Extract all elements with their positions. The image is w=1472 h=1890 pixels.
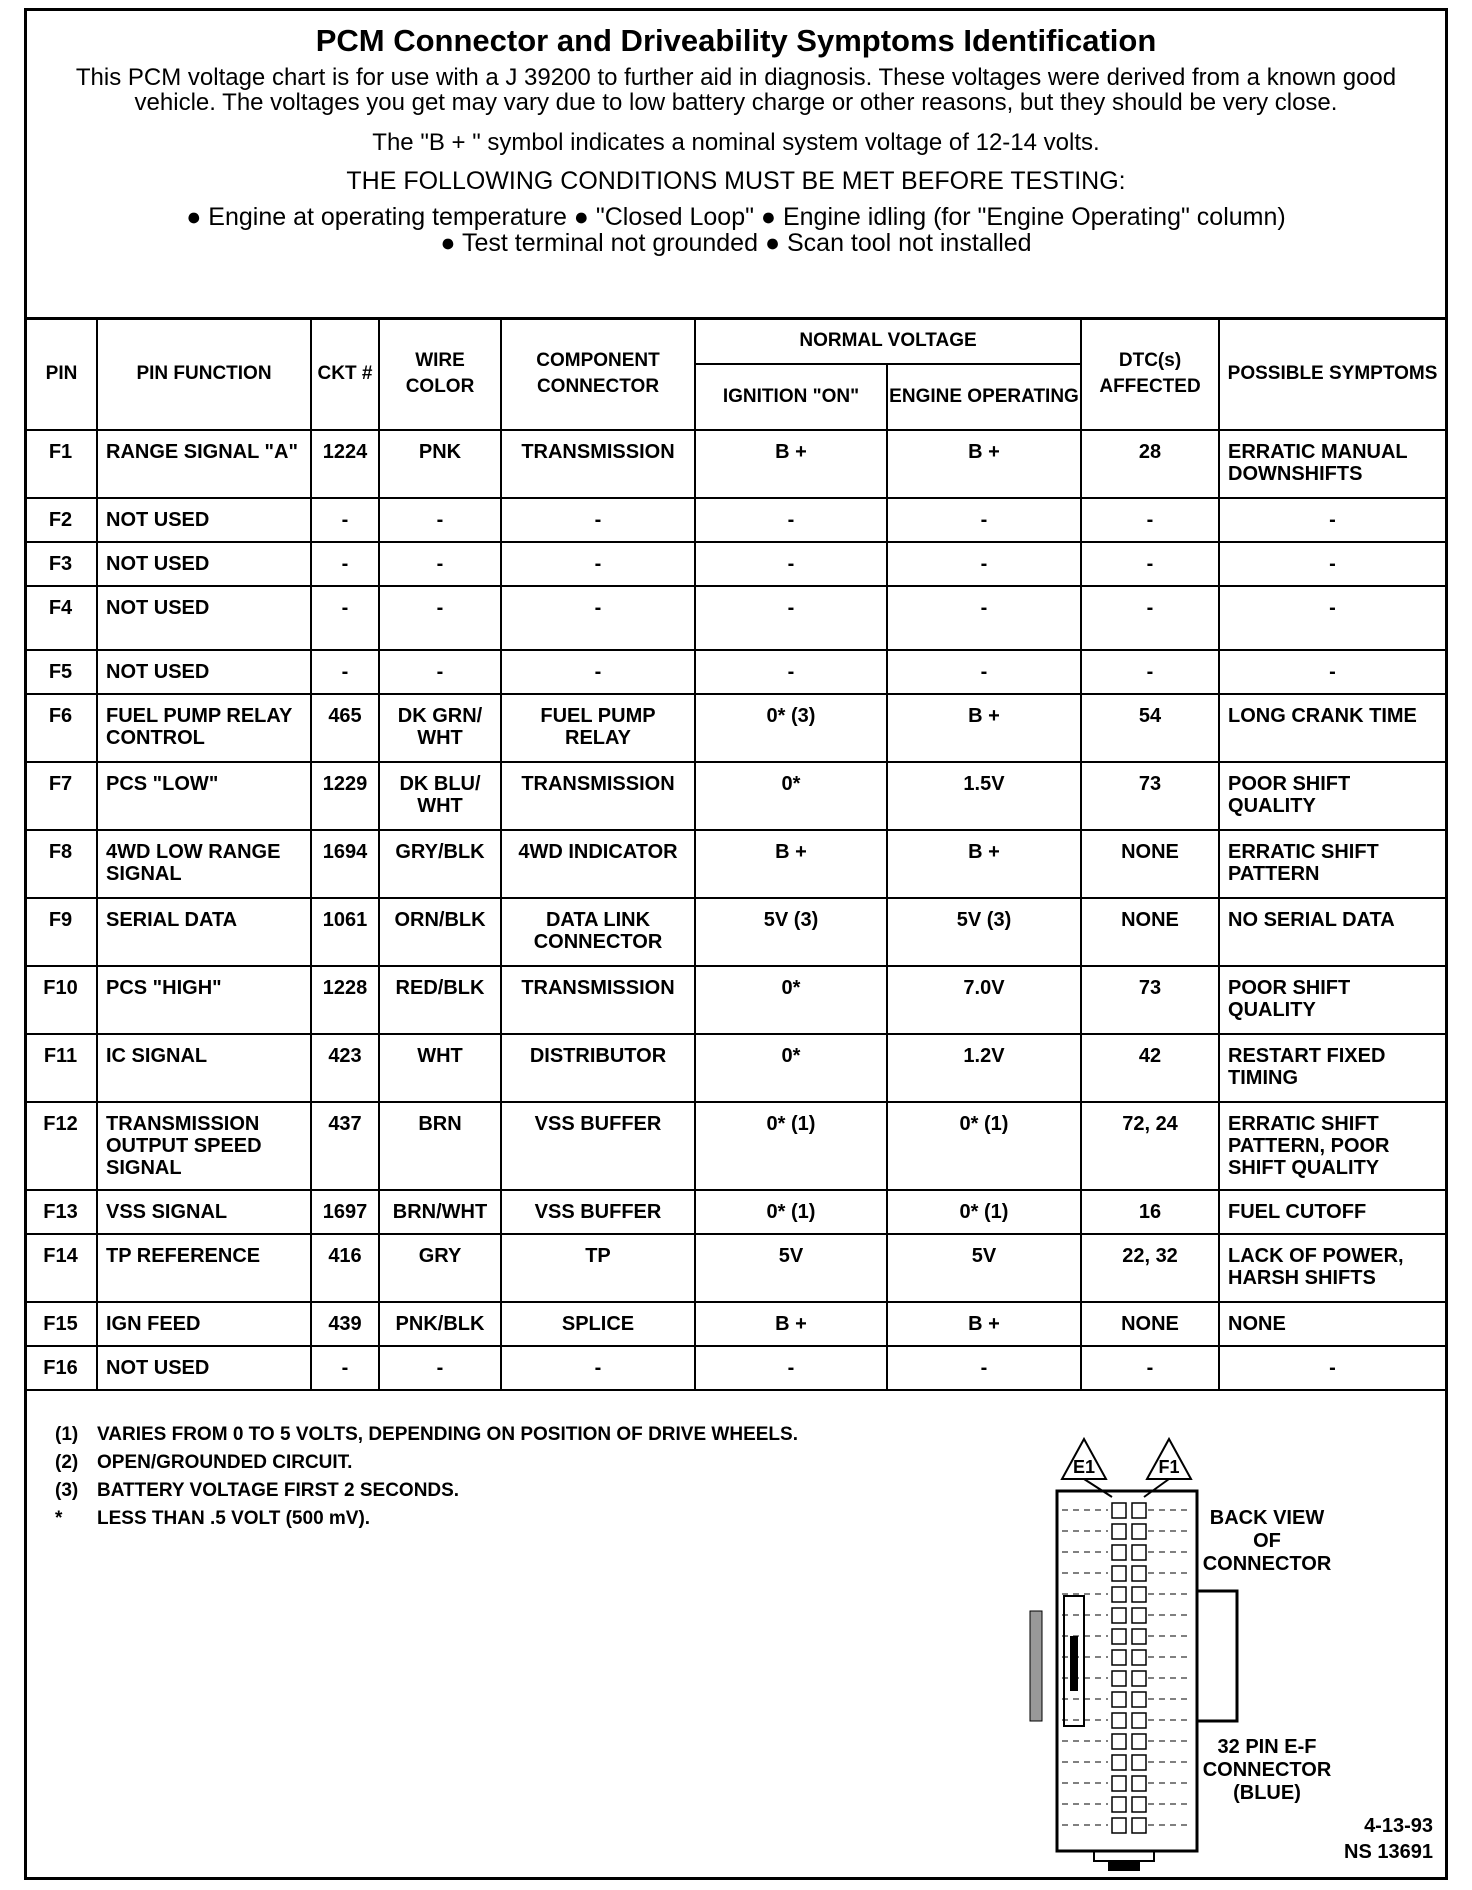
cell-dtc: NONE: [1081, 1302, 1219, 1346]
cell-eng: -: [887, 586, 1081, 650]
cell-component: -: [501, 586, 695, 650]
cell-ign: -: [695, 498, 887, 542]
cell-ckt: 1061: [311, 898, 379, 966]
pcm-voltage-table: [27, 317, 1445, 1391]
cell-pin: F11: [27, 1034, 97, 1102]
header-pin-function: PIN FUNCTION: [97, 318, 311, 430]
cell-ign: B +: [695, 830, 887, 898]
header-possible-symptoms: POSSIBLE SYMPTOMS: [1219, 318, 1445, 430]
table-row: [27, 966, 1445, 1034]
cell-eng: 1.5V: [887, 762, 1081, 830]
header-component-connector: COMPONENT CONNECTOR: [501, 318, 695, 430]
cell-ign: 5V (3): [695, 898, 887, 966]
cell-pin: F16: [27, 1346, 97, 1390]
cell-eng: B +: [887, 830, 1081, 898]
table-row: [27, 830, 1445, 898]
cell-symptoms: FUEL CUTOFF: [1219, 1190, 1445, 1234]
cell-component: TRANSMISSION: [501, 762, 695, 830]
header-wire-color: WIRE COLOR: [379, 318, 501, 430]
table-row: [27, 498, 1445, 542]
cell-symptoms: ERRATIC SHIFT PATTERN: [1219, 830, 1445, 898]
cell-ign: -: [695, 650, 887, 694]
cell-ign: 0*: [695, 762, 887, 830]
cell-eng: 5V (3): [887, 898, 1081, 966]
cell-dtc: -: [1081, 498, 1219, 542]
cell-wire: DK GRN/ WHT: [379, 694, 501, 762]
cell-pin: F12: [27, 1102, 97, 1190]
intro-section: [27, 11, 1445, 320]
cell-dtc: 16: [1081, 1190, 1219, 1234]
table-row: [27, 430, 1445, 498]
cell-ign: 5V: [695, 1234, 887, 1302]
footnote: * LESS THAN .5 VOLT (500 mV).: [55, 1508, 371, 1529]
cell-dtc: 22, 32: [1081, 1234, 1219, 1302]
table-row: [27, 1346, 1445, 1390]
cell-ckt: 416: [311, 1234, 379, 1302]
cell-eng: -: [887, 498, 1081, 542]
cell-function: NOT USED: [97, 498, 311, 542]
conditions-line-1: ● Engine at operating temperature ● "Closed Loop" ● Engine idling (for "Engine Operating" column): [186, 203, 1286, 231]
intro-paragraph: This PCM voltage chart is for use with a J 39200 to further aid in diagnosis. These voltages were derived from a known good vehicle. The voltages you get may vary due to low battery charge or other reasons, but they should be very close.: [75, 64, 1397, 116]
cell-function: NOT USED: [97, 542, 311, 586]
table-row: [27, 542, 1445, 586]
cell-ckt: -: [311, 586, 379, 650]
table-row: [27, 586, 1445, 650]
cell-function: NOT USED: [97, 650, 311, 694]
cell-function: IGN FEED: [97, 1302, 311, 1346]
cell-pin: F13: [27, 1190, 97, 1234]
cell-function: RANGE SIGNAL "A": [97, 430, 311, 498]
cell-component: DISTRIBUTOR: [501, 1034, 695, 1102]
cell-wire: PNK: [379, 430, 501, 498]
cell-eng: 5V: [887, 1234, 1081, 1302]
cell-function: NOT USED: [97, 1346, 311, 1390]
cell-eng: 1.2V: [887, 1034, 1081, 1102]
cell-ckt: -: [311, 498, 379, 542]
cell-component: TP: [501, 1234, 695, 1302]
cell-wire: -: [379, 586, 501, 650]
document-sheet: [24, 8, 1448, 1880]
cell-symptoms: -: [1219, 650, 1445, 694]
cell-symptoms: POOR SHIFT QUALITY: [1219, 966, 1445, 1034]
conditions-title: THE FOLLOWING CONDITIONS MUST BE MET BEFORE TESTING:: [346, 167, 1126, 195]
cell-component: SPLICE: [501, 1302, 695, 1346]
cell-symptoms: LACK OF POWER, HARSH SHIFTS: [1219, 1234, 1445, 1302]
cell-pin: F2: [27, 498, 97, 542]
tag-f1: F1: [1158, 1457, 1180, 1477]
cell-ckt: 1224: [311, 430, 379, 498]
cell-symptoms: -: [1219, 1346, 1445, 1390]
cell-symptoms: NONE: [1219, 1302, 1445, 1346]
cell-dtc: 73: [1081, 762, 1219, 830]
footnotes: [55, 1421, 798, 1533]
cell-function: 4WD LOW RANGE SIGNAL: [97, 830, 311, 898]
cell-wire: DK BLU/ WHT: [379, 762, 501, 830]
cell-ign: 0* (3): [695, 694, 887, 762]
cell-eng: -: [887, 650, 1081, 694]
table-row: [27, 1234, 1445, 1302]
cell-symptoms: ERRATIC MANUAL DOWNSHIFTS: [1219, 430, 1445, 498]
table-row: [27, 694, 1445, 762]
cell-eng: 0* (1): [887, 1102, 1081, 1190]
cell-ign: -: [695, 1346, 887, 1390]
cell-component: TRANSMISSION: [501, 430, 695, 498]
cell-pin: F10: [27, 966, 97, 1034]
cell-dtc: 73: [1081, 966, 1219, 1034]
cell-function: SERIAL DATA: [97, 898, 311, 966]
cell-eng: -: [887, 542, 1081, 586]
cell-symptoms: -: [1219, 542, 1445, 586]
cell-eng: 7.0V: [887, 966, 1081, 1034]
cell-pin: F9: [27, 898, 97, 966]
table-row: [27, 898, 1445, 966]
cell-ckt: 1697: [311, 1190, 379, 1234]
cell-dtc: NONE: [1081, 898, 1219, 966]
cell-pin: F8: [27, 830, 97, 898]
cell-wire: BRN/WHT: [379, 1190, 501, 1234]
cell-pin: F1: [27, 430, 97, 498]
cell-component: -: [501, 1346, 695, 1390]
cell-dtc: 72, 24: [1081, 1102, 1219, 1190]
cell-wire: WHT: [379, 1034, 501, 1102]
cell-ckt: 437: [311, 1102, 379, 1190]
cell-symptoms: POOR SHIFT QUALITY: [1219, 762, 1445, 830]
cell-ckt: 465: [311, 694, 379, 762]
cell-wire: -: [379, 650, 501, 694]
header-dtc-affected: DTC(s) AFFECTED: [1081, 318, 1219, 430]
cell-pin: F7: [27, 762, 97, 830]
cell-component: -: [501, 650, 695, 694]
cell-wire: ORN/BLK: [379, 898, 501, 966]
cell-symptoms: LONG CRANK TIME: [1219, 694, 1445, 762]
cell-ckt: 1229: [311, 762, 379, 830]
cell-dtc: 54: [1081, 694, 1219, 762]
cell-ckt: -: [311, 1346, 379, 1390]
cell-ign: 0* (1): [695, 1190, 887, 1234]
cell-component: DATA LINK CONNECTOR: [501, 898, 695, 966]
cell-function: NOT USED: [97, 586, 311, 650]
cell-pin: F14: [27, 1234, 97, 1302]
table-row: [27, 1034, 1445, 1102]
cell-wire: -: [379, 1346, 501, 1390]
conditions-line-2: ● Test terminal not grounded ● Scan tool not installed: [440, 229, 1032, 257]
footnote: (2) OPEN/GROUNDED CIRCUIT.: [55, 1452, 353, 1473]
cell-component: 4WD INDICATOR: [501, 830, 695, 898]
cell-dtc: -: [1081, 650, 1219, 694]
cell-component: -: [501, 542, 695, 586]
cell-component: -: [501, 498, 695, 542]
connector-drawing: [1012, 1411, 1262, 1876]
table-row: [27, 762, 1445, 830]
cell-component: VSS BUFFER: [501, 1190, 695, 1234]
cell-symptoms: -: [1219, 498, 1445, 542]
cell-pin: F15: [27, 1302, 97, 1346]
cell-ign: B +: [695, 1302, 887, 1346]
cell-wire: PNK/BLK: [379, 1302, 501, 1346]
tag-e1: E1: [1072, 1457, 1096, 1477]
table-row: [27, 650, 1445, 694]
cell-wire: -: [379, 542, 501, 586]
cell-ign: 0*: [695, 1034, 887, 1102]
cell-ckt: -: [311, 650, 379, 694]
back-view-label: BACK VIEW OF CONNECTOR: [1202, 1507, 1332, 1575]
cell-function: IC SIGNAL: [97, 1034, 311, 1102]
cell-dtc: NONE: [1081, 830, 1219, 898]
cell-pin: F3: [27, 542, 97, 586]
cell-eng: B +: [887, 694, 1081, 762]
cell-symptoms: NO SERIAL DATA: [1219, 898, 1445, 966]
conditions-list: [27, 204, 1445, 256]
header-engine-operating: ENGINE OPERATING: [887, 364, 1081, 430]
table-row: [27, 1302, 1445, 1346]
table-row: [27, 1102, 1445, 1190]
table-row: [27, 1190, 1445, 1234]
connector-diagram: [1012, 1411, 1452, 1876]
cell-eng: -: [887, 1346, 1081, 1390]
revision-date: 4-13-93: [1364, 1815, 1433, 1837]
cell-ckt: 1228: [311, 966, 379, 1034]
footnote: (3) BATTERY VOLTAGE FIRST 2 SECONDS.: [55, 1480, 460, 1501]
cell-wire: -: [379, 498, 501, 542]
cell-symptoms: -: [1219, 586, 1445, 650]
cell-function: VSS SIGNAL: [97, 1190, 311, 1234]
cell-wire: RED/BLK: [379, 966, 501, 1034]
cell-ckt: 423: [311, 1034, 379, 1102]
header-pin: PIN: [27, 318, 97, 430]
cell-function: PCS "HIGH": [97, 966, 311, 1034]
cell-component: VSS BUFFER: [501, 1102, 695, 1190]
header-ckt: CKT #: [311, 318, 379, 430]
footnote: (1) VARIES FROM 0 TO 5 VOLTS, DEPENDING ON POSITION OF DRIVE WHEELS.: [55, 1424, 798, 1445]
cell-wire: GRY: [379, 1234, 501, 1302]
cell-function: TP REFERENCE: [97, 1234, 311, 1302]
cell-pin: F6: [27, 694, 97, 762]
cell-ckt: 1694: [311, 830, 379, 898]
cell-ckt: 439: [311, 1302, 379, 1346]
cell-ign: -: [695, 542, 887, 586]
cell-function: FUEL PUMP RELAY CONTROL: [97, 694, 311, 762]
cell-wire: GRY/BLK: [379, 830, 501, 898]
cell-pin: F4: [27, 586, 97, 650]
cell-dtc: 28: [1081, 430, 1219, 498]
cell-ign: B +: [695, 430, 887, 498]
cell-ckt: -: [311, 542, 379, 586]
cell-component: FUEL PUMP RELAY: [501, 694, 695, 762]
cell-ign: 0* (1): [695, 1102, 887, 1190]
cell-function: TRANSMISSION OUTPUT SPEED SIGNAL: [97, 1102, 311, 1190]
cell-eng: B +: [887, 430, 1081, 498]
connector-label: 32 PIN E-F CONNECTOR (BLUE): [1202, 1736, 1332, 1804]
document-number: NS 13691: [1344, 1841, 1433, 1863]
page-title: PCM Connector and Driveability Symptoms Identification: [315, 23, 1157, 58]
cell-symptoms: RESTART FIXED TIMING: [1219, 1034, 1445, 1102]
cell-ign: -: [695, 586, 887, 650]
revision-info: [1344, 1813, 1433, 1865]
cell-function: PCS "LOW": [97, 762, 311, 830]
cell-dtc: -: [1081, 586, 1219, 650]
cell-eng: 0* (1): [887, 1190, 1081, 1234]
cell-symptoms: ERRATIC SHIFT PATTERN, POOR SHIFT QUALITY: [1219, 1102, 1445, 1190]
cell-eng: B +: [887, 1302, 1081, 1346]
header-normal-voltage: NORMAL VOLTAGE: [695, 318, 1081, 364]
b-plus-note: The "B + " symbol indicates a nominal system voltage of 12-14 volts.: [372, 129, 1100, 156]
cell-pin: F5: [27, 650, 97, 694]
header-ignition-on: IGNITION "ON": [695, 364, 887, 430]
cell-wire: BRN: [379, 1102, 501, 1190]
cell-ign: 0*: [695, 966, 887, 1034]
cell-dtc: 42: [1081, 1034, 1219, 1102]
connector-cavities: [1062, 1503, 1192, 1833]
cell-dtc: -: [1081, 1346, 1219, 1390]
cell-dtc: -: [1081, 542, 1219, 586]
cell-component: TRANSMISSION: [501, 966, 695, 1034]
